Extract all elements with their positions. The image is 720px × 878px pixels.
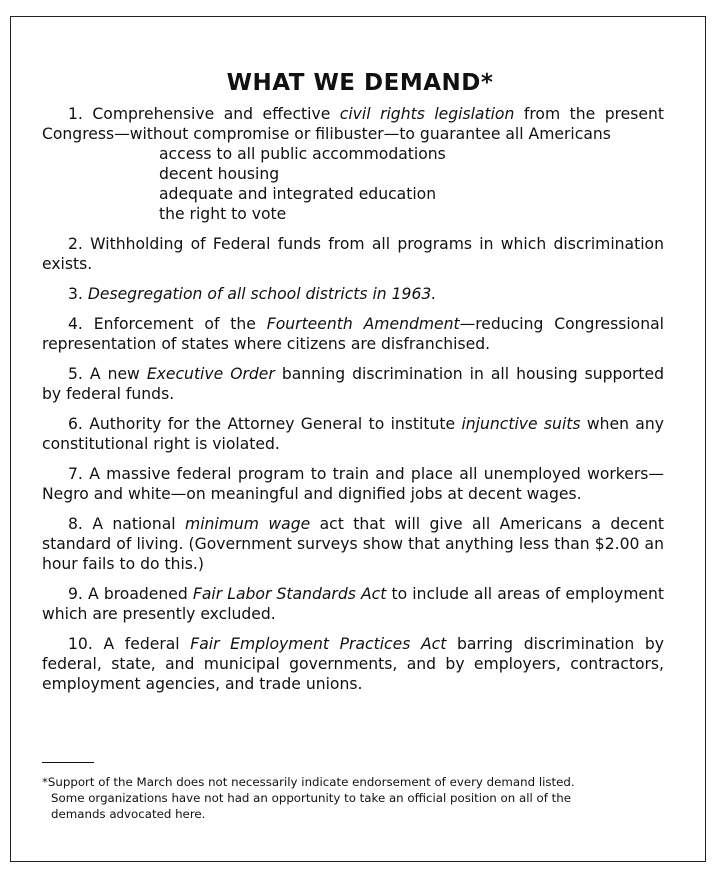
demand-emphasis: minimum wage [185, 515, 311, 533]
demand-5 [42, 364, 664, 404]
demand-emphasis: civil rights legislation [339, 105, 515, 123]
footnote [42, 774, 664, 822]
demand-text: A massive federal program to train and place all unemployed workers—Negro and white—on meaningful and dignified jobs at decent wages. [42, 465, 664, 503]
footnote-divider [42, 762, 94, 763]
demand-3 [42, 284, 664, 304]
demands-list [42, 52, 664, 694]
sublist-item: decent housing [159, 165, 280, 183]
demand-text: banning discrimination in all housing supported by federal funds. [42, 365, 664, 403]
footnote-line-1: *Support of the March does not necessarily indicate endorsement of every demand listed. [42, 775, 575, 789]
demand-10 [42, 634, 664, 694]
demand-text: when any constitutional right is violated. [42, 415, 664, 453]
demand-text: barring discrimination by federal, state, and municipal governments, and by employers, contractors, employment agencies, and trade unions. [42, 635, 664, 693]
footnote-line-3: demands advocated here. [51, 807, 206, 821]
sublist-item: the right to vote [159, 205, 287, 223]
demand-number: 7. [68, 465, 83, 483]
demand-text: A broadened [88, 585, 193, 603]
demand-number: 1. [68, 105, 83, 123]
demand-6 [42, 414, 664, 454]
demand-text: to include all areas of employment which are presently excluded. [42, 585, 664, 623]
demand-1-sublist [42, 144, 664, 224]
demand-text: A federal [103, 635, 191, 653]
demand-number: 2. [68, 235, 83, 253]
sublist-item: adequate and integrated education [159, 185, 437, 203]
demand-text: A new [89, 365, 147, 383]
demand-9 [42, 584, 664, 624]
demand-emphasis: Fair Labor Standards Act [192, 585, 387, 603]
demand-emphasis: injunctive suits [461, 415, 581, 433]
demand-text: A national [92, 515, 185, 533]
demand-number: 10. [68, 635, 93, 653]
demand-number: 9. [68, 585, 83, 603]
demand-1 [42, 104, 664, 144]
demand-text: Authority for the Attorney General to institute [89, 415, 462, 433]
demand-emphasis: Fair Employment Practices Act [190, 635, 447, 653]
demand-emphasis: Executive Order [146, 365, 275, 383]
demand-number: 6. [68, 415, 83, 433]
page-title: WHAT WE DEMAND* [226, 70, 494, 97]
demand-8 [42, 514, 664, 574]
demand-2 [42, 234, 664, 274]
demand-text: Withholding of Federal funds from all programs in which discrimination exists. [42, 235, 664, 273]
demand-number: 4. [68, 315, 83, 333]
demand-text: —reducing Congressional representation of states where citizens are disfranchised. [42, 315, 664, 353]
demand-text: Comprehensive and effective [92, 105, 340, 123]
demand-7 [42, 464, 664, 504]
demand-4 [42, 314, 664, 354]
demand-text: from the present Congress—without compromise or filibuster—to guarantee all Americans [42, 105, 664, 143]
demand-number: 8. [68, 515, 83, 533]
demand-emphasis: Fourteenth Amendment [266, 315, 460, 333]
demand-number: 5. [68, 365, 83, 383]
footnote-line-2: Some organizations have not had an opportunity to take an official position on all of the [51, 791, 571, 805]
demand-text: act that will give all Americans a decent standard of living. (Government surveys show that anything less than $2.00 an hour fails to do this.) [42, 515, 664, 573]
demand-number: 3. [68, 285, 83, 303]
demand-text: Enforcement of the [93, 315, 267, 333]
sublist-item: access to all public accommodations [159, 145, 446, 163]
demand-emphasis: Desegregation of all school districts in 1963. [87, 285, 437, 303]
